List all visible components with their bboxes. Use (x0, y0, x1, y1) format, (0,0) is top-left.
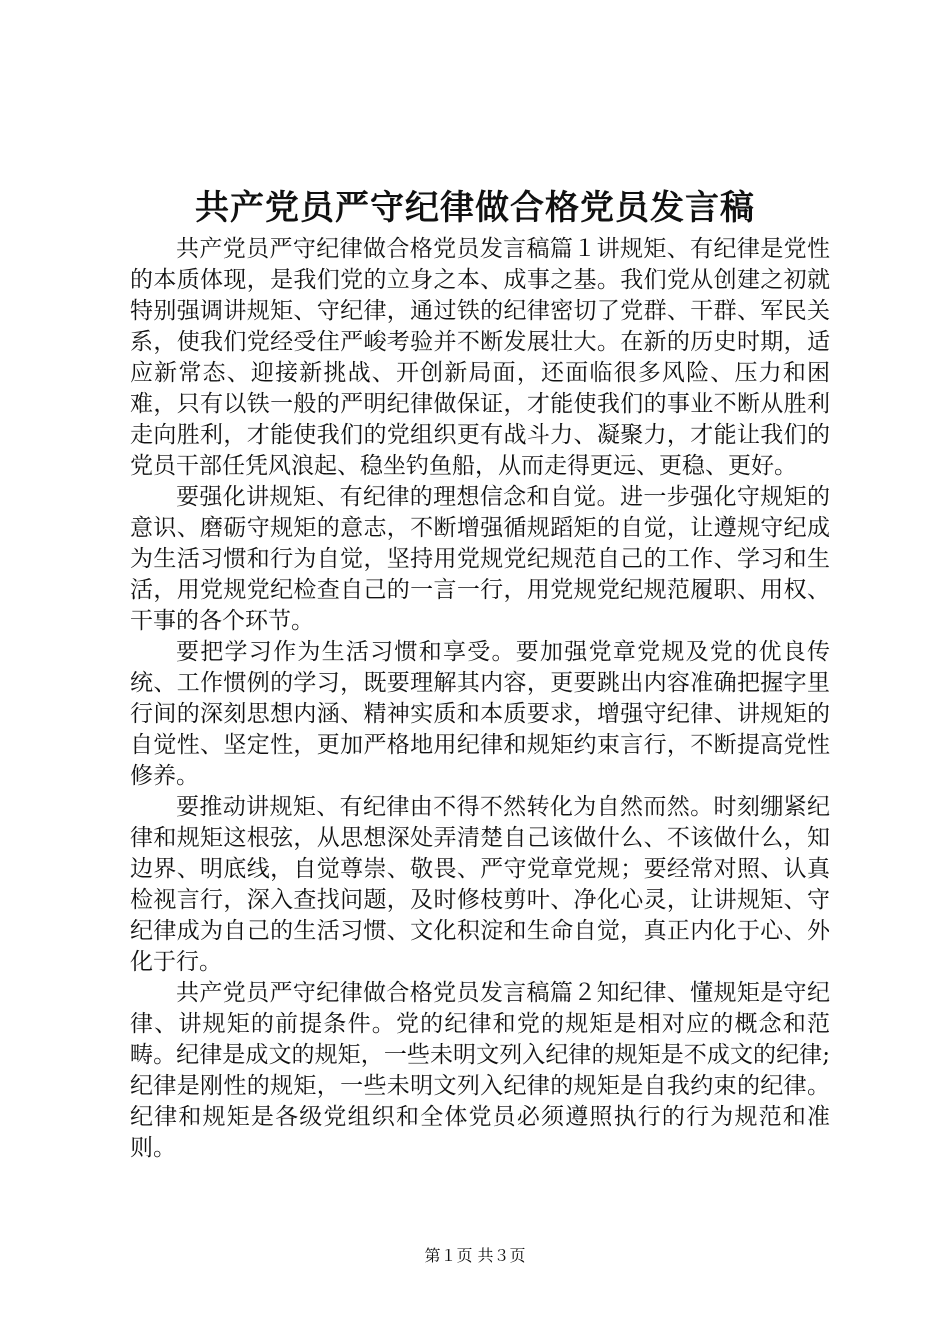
paragraph: 要把学习作为生活习惯和享受。要加强党章党规及党的优良传统、工作惯例的学习，既要理解其内容，更要跳出内容准确把握字里行间的深刻思想内涵、精神实质和本质要求，增强守纪律、讲规矩的自觉性、坚定性，更加严格地用纪律和规矩约束言行，不断提高党性修养。 (130, 639, 830, 789)
paragraph: 共产党员严守纪律做合格党员发言稿篇２知纪律、懂规矩是守纪律、讲规矩的前提条件。党的纪律和党的规矩是相对应的概念和范畴。纪律是成文的规矩，一些未明文列入纪律的规矩是不成文的纪律;纪律是刚性的规矩，一些未明文列入纪律的规矩是自我约束的纪律。纪律和规矩是各级党组织和全体党员必须遵照执行的行为规范和准则。 (130, 980, 830, 1161)
paragraph: 共产党员严守纪律做合格党员发言稿篇１讲规矩、有纪律是党性的本质体现，是我们党的立身之本、成事之基。我们党从创建之初就特别强调讲规矩、守纪律，通过铁的纪律密切了党群、干群、军民关系，使我们党经受住严峻考验并不断发展壮大。在新的历史时期，适应新常态、迎接新挑战、开创新局面，还面临很多风险、压力和困难，只有以铁一般的严明纪律做保证，才能使我们的事业不断从胜利走向胜利，才能使我们的党组织更有战斗力、凝聚力，才能让我们的党员干部任凭风浪起、稳坐钓鱼船，从而走得更远、更稳、更好。 (130, 236, 830, 479)
document-body (130, 234, 830, 1164)
paragraph: 要强化讲规矩、有纪律的理想信念和自觉。进一步强化守规矩的意识、磨砺守规矩的意志，不断增强循规蹈矩的自觉，让遵规守纪成为生活习惯和行为自觉，坚持用党规党纪规范自己的工作、学习和生活，用党规党纪检查自己的一言一行，用党规党纪规范履职、用权、干事的各个环节。 (130, 484, 830, 634)
paragraph: 要推动讲规矩、有纪律由不得不然转化为自然而然。时刻绷紧纪律和规矩这根弦，从思想深处弄清楚自己该做什么、不该做什么，知边界、明底线，自觉尊崇、敬畏、严守党章党规；要经常对照、认真检视言行，深入查找问题，及时修枝剪叶、净化心灵，让讲规矩、守纪律成为自己的生活习惯、文化积淀和生命自觉，真正内化于心、外化于行。 (130, 794, 830, 975)
page-title: 共产党员严守纪律做合格党员发言稿 (195, 188, 755, 228)
page-footer: 第１页 共３页 (424, 1246, 526, 1265)
